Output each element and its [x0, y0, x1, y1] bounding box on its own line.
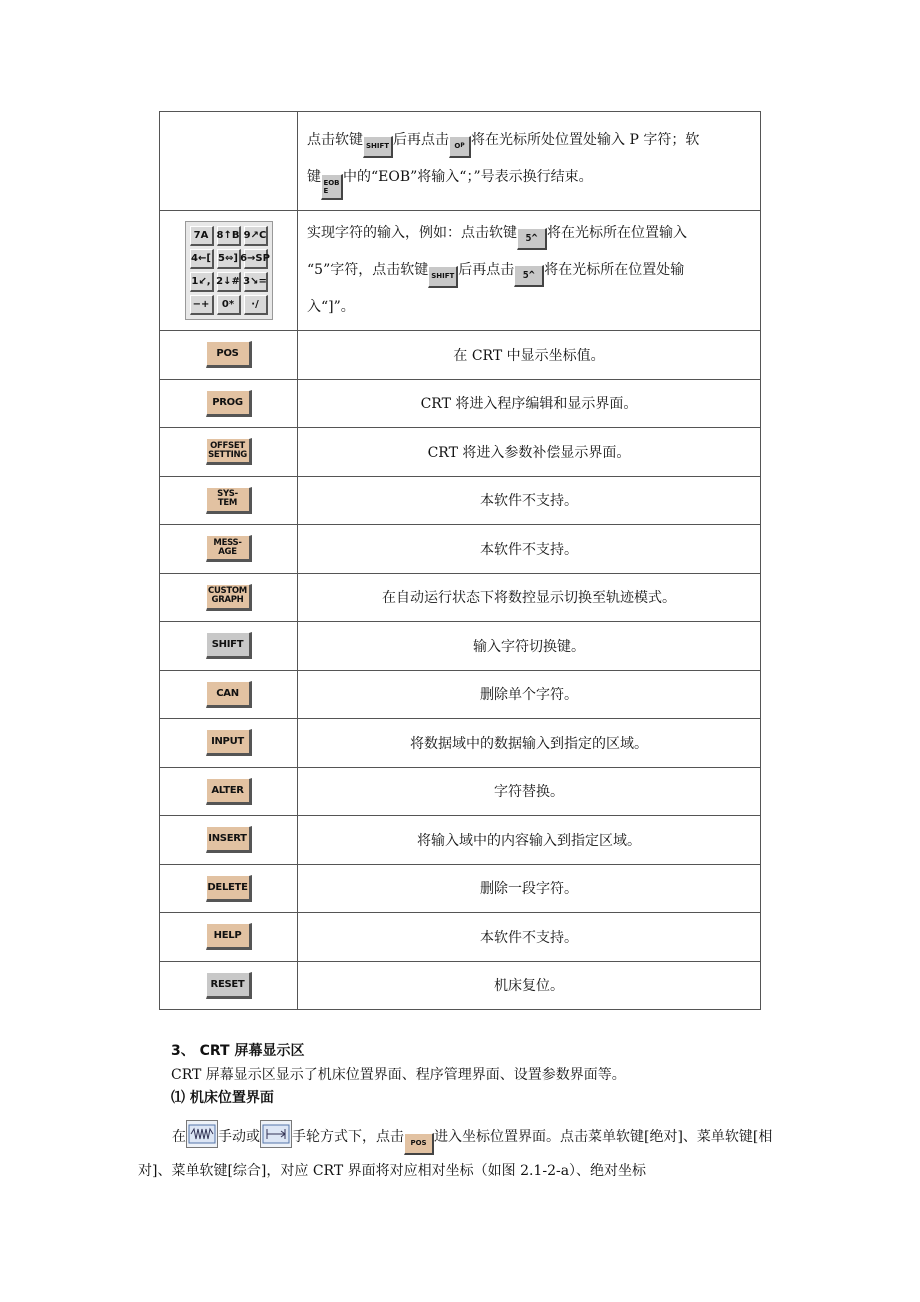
numpad-key: 8↑B: [217, 226, 241, 246]
shift-key-icon: SHIFT: [428, 266, 458, 288]
row-description: CRT 将进入参数补偿显示界面。: [298, 428, 761, 477]
row-description: 将输入域中的内容输入到指定区域。: [298, 816, 761, 865]
table-row: [160, 816, 761, 865]
numpad-key: −+: [190, 295, 214, 315]
row-description: 输入字符切换键。: [298, 622, 761, 671]
row-description: 机床复位。: [298, 961, 761, 1010]
desc-text: 将在光标所在位置输入: [547, 225, 687, 241]
table-row: [160, 525, 761, 574]
para-text: 手动或: [218, 1129, 260, 1145]
empty-icon-cell: [160, 112, 298, 211]
prog-key-icon: PROG: [206, 390, 252, 417]
handwheel-mode-icon: [260, 1120, 292, 1148]
customgraph-key-icon: CUSTOM GRAPH: [206, 584, 252, 611]
insert-key-icon: INSERT: [206, 826, 252, 853]
numpad-key: 6→SP: [244, 249, 268, 269]
para-text: 在: [172, 1129, 186, 1145]
key-icon-cell: [160, 913, 298, 962]
offsetsetting-key-icon: OFFSET SETTING: [206, 438, 252, 465]
desc-text: “5”字符，点击软键: [307, 262, 429, 278]
desc-text: 将在光标所在位置处输: [544, 262, 685, 278]
desc-text: 实现字符的输入，例如：点击软键: [307, 225, 517, 241]
shift-key-icon: SHIFT: [363, 136, 393, 158]
row-description: 在自动运行状态下将数控显示切换至轨迹模式。: [298, 573, 761, 622]
sub-heading: ⑴ 机床位置界面: [171, 1090, 274, 1106]
row-description: [298, 112, 761, 211]
numpad-key: 5⇔]: [217, 249, 241, 269]
numpad-key: 3↘=: [244, 272, 268, 292]
table-row: [160, 961, 761, 1010]
row-description: 将数据域中的数据输入到指定的区域。: [298, 719, 761, 768]
row-description: 删除单个字符。: [298, 670, 761, 719]
key-rows: [160, 331, 761, 1010]
five-key-icon: 5^: [514, 265, 544, 287]
table-row: [160, 913, 761, 962]
o-key-label: O: [454, 141, 461, 150]
message-key-icon: MESS- AGE: [206, 535, 252, 562]
body-paragraph: [138, 1120, 788, 1188]
key-icon-cell: [160, 428, 298, 477]
table-row: [160, 573, 761, 622]
row-description: [298, 211, 761, 331]
table-row: [160, 476, 761, 525]
numpad-key: 4←[: [190, 249, 214, 269]
desc-text: 入“]”。: [307, 299, 355, 315]
can-key-icon: CAN: [206, 681, 252, 708]
desc-text: 中的“EOB”将输入“；”号表示换行结束。: [343, 168, 593, 185]
key-icon-cell: [160, 476, 298, 525]
reset-key-icon: RESET: [206, 972, 252, 999]
numpad-key: 2↓#: [217, 272, 241, 292]
key-icon-cell: [160, 864, 298, 913]
desc-text: 后再点击: [393, 131, 449, 148]
row-description: 删除一段字符。: [298, 864, 761, 913]
desc-text: 点击软键: [307, 131, 363, 148]
desc-text: 将在光标所处位置处输入 P 字符；软: [471, 131, 700, 148]
key-function-table: [159, 111, 761, 1010]
numpad-key: 1↙,: [190, 272, 214, 292]
para-text: 进入坐标位置界面。点击菜单软键[绝对]、菜单软键[相对]、菜单软键[综合]，对应 CRT 界面将对应相对坐标（如图 2.1-2-a）、绝对坐标: [138, 1129, 773, 1179]
row-description: CRT 将进入程序编辑和显示界面。: [298, 379, 761, 428]
key-icon-cell: [160, 525, 298, 574]
eob-key-icon: EOB E: [321, 174, 343, 200]
table-row: [160, 331, 761, 380]
numpad-icon: [185, 221, 273, 320]
table-row: [160, 622, 761, 671]
pos-key-icon: POS: [206, 341, 252, 368]
row-description: 本软件不支持。: [298, 525, 761, 574]
delete-key-icon: DELETE: [206, 875, 252, 902]
help-key-icon: HELP: [206, 923, 252, 950]
table-row: [160, 379, 761, 428]
numpad-key: ·/: [244, 295, 268, 315]
desc-text: 键: [307, 168, 321, 185]
key-icon-cell: [160, 331, 298, 380]
manual-mode-icon: [186, 1120, 218, 1148]
table-row: [160, 428, 761, 477]
numpad-key: 0*: [217, 295, 241, 315]
pos-key-icon: POS: [404, 1133, 434, 1155]
five-key-icon: 5^: [517, 228, 547, 250]
row-description: 本软件不支持。: [298, 476, 761, 525]
input-key-icon: INPUT: [206, 729, 252, 756]
alter-key-icon: ALTER: [206, 778, 252, 805]
section-heading: 3、 CRT 屏幕显示区: [171, 1043, 305, 1059]
desc-text: 后再点击: [458, 262, 515, 278]
key-icon-cell: [160, 961, 298, 1010]
numpad-icon-cell: [160, 211, 298, 331]
key-icon-cell: [160, 816, 298, 865]
key-icon-cell: [160, 767, 298, 816]
key-icon-cell: [160, 379, 298, 428]
row-description: 在 CRT 中显示坐标值。: [298, 331, 761, 380]
row-description: 本软件不支持。: [298, 913, 761, 962]
numpad-key: 7A: [190, 226, 214, 246]
para-text: 手轮方式下，点击: [292, 1129, 404, 1145]
row-description: 字符替换。: [298, 767, 761, 816]
key-icon-cell: [160, 573, 298, 622]
key-icon-cell: [160, 670, 298, 719]
o-key-icon: [449, 136, 471, 158]
numpad-key: 9↗C: [244, 226, 268, 246]
table-row: [160, 719, 761, 768]
table-row: [160, 864, 761, 913]
table-row: [160, 767, 761, 816]
table-row: [160, 670, 761, 719]
key-icon-cell: [160, 719, 298, 768]
section-intro: CRT 屏幕显示区显示了机床位置界面、程序管理界面、设置参数界面等。: [171, 1067, 626, 1083]
table-row: [160, 112, 761, 211]
key-icon-cell: [160, 622, 298, 671]
system-key-icon: SYS- TEM: [206, 487, 252, 514]
table-row: [160, 211, 761, 331]
o-key-sub: P: [460, 142, 465, 149]
shift-key-icon: SHIFT: [206, 632, 252, 659]
